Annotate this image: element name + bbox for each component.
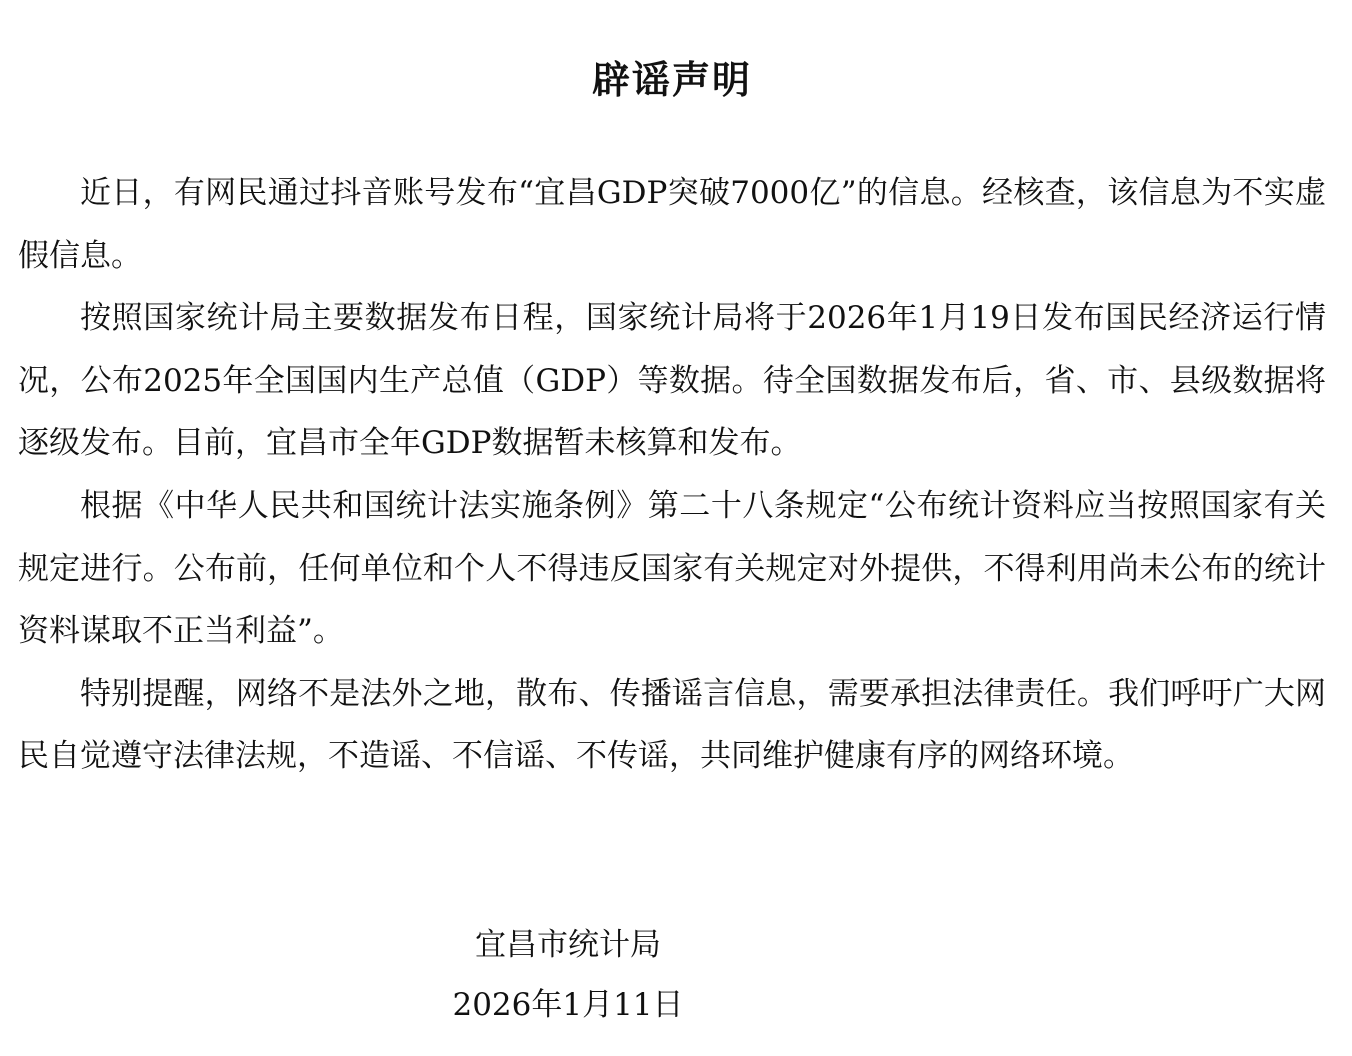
- issuer-name: 宜昌市统计局: [475, 927, 661, 963]
- issue-date: 2026年1月11日: [452, 987, 684, 1023]
- document-body: [18, 162, 1326, 788]
- signature-block: [418, 915, 718, 1035]
- paragraph-rumor-statement: 近日，有网民通过抖音账号发布“宜昌GDP突破7000亿”的信息。经核查，该信息为不实虚假信息。: [18, 175, 1326, 274]
- paragraph-release-schedule: 按照国家统计局主要数据发布日程，国家统计局将于2026年1月19日发布国民经济运行情况，公布2025年全国国内生产总值（GDP）等数据。待全国数据发布后，省、市、县级数据将逐级发布。目前，宜昌市全年GDP数据暂未核算和发布。: [18, 300, 1326, 462]
- document-title: 辟谣声明: [591, 58, 752, 102]
- paragraph-reminder: 特别提醒，网络不是法外之地，散布、传播谣言信息，需要承担法律责任。我们呼吁广大网民自觉遵守法律法规，不造谣、不信谣、不传谣，共同维护健康有序的网络环境。: [18, 675, 1326, 775]
- paragraph-legal-provision: 根据《中华人民共和国统计法实施条例》第二十八条规定“公布统计资料应当按照国家有关规定进行。公布前，任何单位和个人不得违反国家有关规定对外提供，不得利用尚未公布的统计资料谋取不正当利益”。: [18, 487, 1326, 650]
